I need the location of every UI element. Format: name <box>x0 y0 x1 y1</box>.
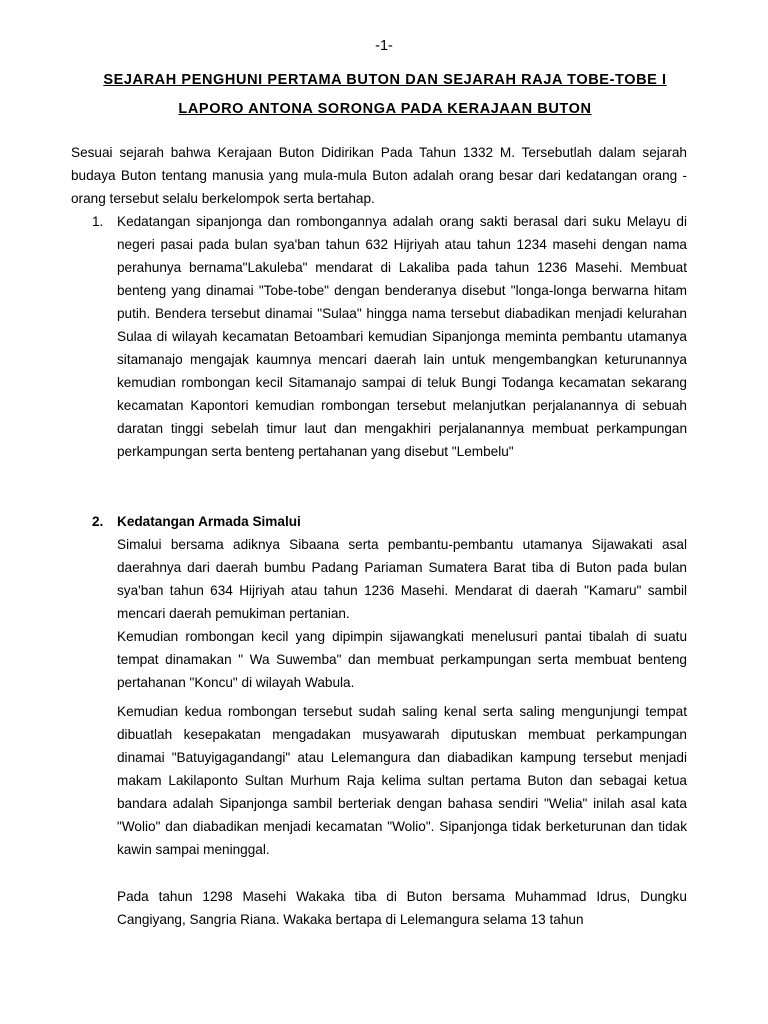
list-item-1-text: Kedatangan sipanjonga dan rombongannya adalah orang sakti berasal dari suku Melayu di negeri pasai pada bulan sya'ban tahun 632 Hijriyah atau tahun 1234 masehi dengan nama perahunya bernama"Lakuleba" mendarat di Lakaliba pada tahun 1236 Masehi. Membuat benteng yang dinamai "Tobe-tobe" dengan benderanya disebut "longa-longa berwarna hitam putih. Bendera tersebut dinamai "Sulaa" hingga nama tersebut diabadikan menjadi kelurahan Sulaa di wilayah kecamatan Betoambari kemudian Sipanjonga meminta pembantu utamanya sitamanajo mengajak kaumnya mencari daerah lain untuk mengembangkan keturunannya kemudian rombongan kecil Sitamanajo sampai di teluk Bungi Todanga kecamatan sekarang kecamatan Kapontori kemudian rombongan tersebut melanjutkan perjalanannya di sebuah daratan tinggi sebelah timur laut dan mengakhiri perjalanannya membuat perkampungan perkampungan serta benteng pertahanan yang disebut "Lembelu" <box>117 214 687 459</box>
list-item-2-paragraph-2: Kemudian rombongan kecil yang dipimpin sijawangkati menelusuri pantai tibalah di suatu tempat dinamakan " Wa Suwemba" dan membuat perkampungan serta membuat benteng pertahanan "Koncu" di wilayah Wabula. <box>117 629 687 690</box>
list-item-2-paragraph-1: Simalui bersama adiknya Sibaana serta pembantu-pembantu utamanya Sijawakati asal daerahnya dari daerah bumbu Padang Pariaman Sumatera Barat tiba di Buton pada bulan sya'ban tahun 634 Hijriyah atau tahun 1236 Masehi. Mendarat di daerah "Kamaru" sambil mencari daerah pemukiman pertanian. <box>117 537 687 621</box>
list-marker-1: 1. <box>92 214 104 229</box>
intro-paragraph: Sesuai sejarah bahwa Kerajaan Buton Didirikan Pada Tahun 1332 M. Tersebutlah dalam sejarah budaya Buton tentang manusia yang mula-mula Buton adalah orang besar dari kedatangan orang -orang tersebut selalu berkelompok serta bertahap. <box>71 145 687 206</box>
list-item-2-paragraph-4: Pada tahun 1298 Masehi Wakaka tiba di Buton bersama Muhammad Idrus, Dungku Cangiyang, Sangria Riana. Wakaka bertapa di Lelemangura selama 13 tahun <box>117 889 687 927</box>
document-title: SEJARAH PENGHUNI PERTAMA BUTON DAN SEJARAH RAJA TOBE-TOBE I LAPORO ANTONA SORONGA PADA KERAJAAN BUTON <box>103 72 667 117</box>
list-marker-2: 2. <box>92 514 104 529</box>
list-item-2-heading: Kedatangan Armada Simalui <box>117 514 301 529</box>
page-number: -1- <box>375 38 393 54</box>
list-item-2-paragraph-3: Kemudian kedua rombongan tersebut sudah saling kenal serta saling mengunjungi tempat dibuatlah kesepakatan mengadakan musyawarah diputuskan membuat perkampungan dinamai "Batuyigagandangi" atau Lelemangura dan diabadikan kampung tersebut menjadi makam Lakilaponto Sultan Murhum Raja kelima sultan pertama Buton dan sebagai ketua bandara adalah Sipanjonga sambil berteriak dengan bahasa sendiri "Welia" inilah asal kata "Wolio" dan diabadikan menjadi kecamatan "Wolio". Sipanjonga tidak berketurunan dan tidak kawin sampai meninggal. <box>117 704 687 857</box>
